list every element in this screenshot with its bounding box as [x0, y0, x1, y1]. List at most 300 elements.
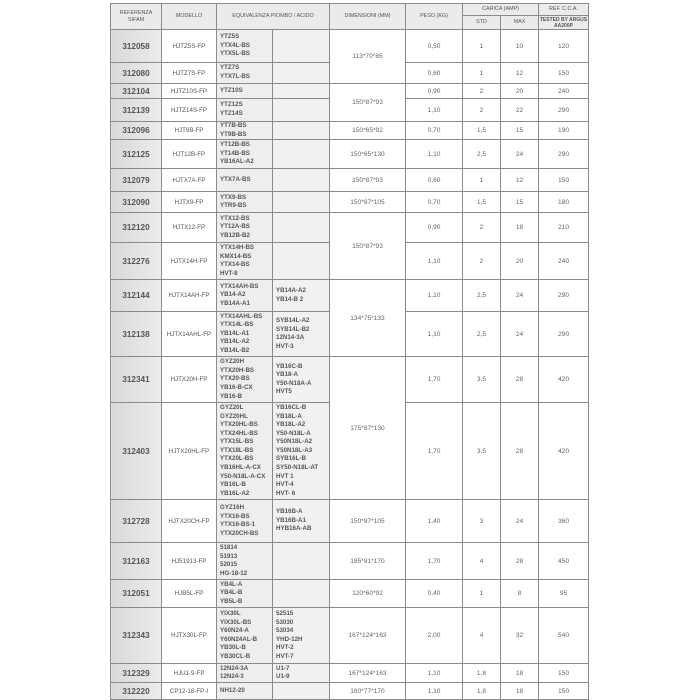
charge-max: 24	[501, 140, 539, 169]
equivalence-list-1	[217, 192, 273, 213]
header-equiv: EQUIVALENZA PIOMBO / ACIDO	[217, 4, 330, 30]
equivalent-model: Y60N24AL-B	[220, 635, 258, 643]
dimensions: 167*124*163	[330, 664, 406, 683]
ref-code: 312163	[111, 543, 162, 580]
table-row	[111, 280, 589, 312]
weight: 0,90	[406, 84, 463, 99]
weight: 1,40	[406, 500, 463, 543]
model-name: HJ51913-FP	[162, 543, 217, 580]
equivalent-model: YTX14L-BS	[220, 321, 254, 329]
weight: 1,70	[406, 403, 463, 500]
cca-value: 290	[539, 140, 589, 169]
charge-std: 2	[463, 84, 501, 99]
cca-value: 150	[539, 63, 589, 84]
equivalence-list-2	[273, 580, 330, 608]
cca-value: 540	[539, 608, 589, 664]
equivalent-model: 12N24-3	[220, 673, 244, 681]
charge-std: 2,5	[463, 140, 501, 169]
ref-code: 312138	[111, 312, 162, 357]
equivalent-model: YTX4L-BS	[220, 41, 250, 49]
equivalent-model: YTX14-BS	[220, 261, 250, 269]
equivalent-model: YB30L-B	[220, 644, 246, 652]
equivalent-model: 51913	[220, 552, 238, 560]
equivalent-model: YT14B-BS	[220, 149, 250, 157]
charge-max: 32	[501, 608, 539, 664]
weight: 0,90	[406, 213, 463, 243]
model-name: HJTZ5S-FP	[162, 30, 217, 63]
equivalent-model: YB16L-A2	[220, 489, 250, 497]
header-dim: DIMENSIONI (MM)	[330, 4, 406, 30]
table-row	[111, 192, 589, 213]
equivalent-model: 12N14-3A	[276, 334, 305, 342]
header-carica: CARICA (AMP)	[463, 4, 539, 16]
equivalent-model: YHD-12H	[276, 635, 303, 643]
equivalence-list-2	[273, 122, 330, 140]
dimensions: 150*87*93	[330, 213, 406, 280]
cca-value: 290	[539, 280, 589, 312]
equivalent-model: YB16L-B	[220, 481, 246, 489]
charge-max: 18	[501, 213, 539, 243]
equivalence-list-1	[217, 243, 273, 280]
equivalence-list-1	[217, 99, 273, 122]
charge-std: 2	[463, 99, 501, 122]
equivalence-list-2	[273, 500, 330, 543]
weight: 0,70	[406, 192, 463, 213]
equivalent-model: HYB16A-AB	[276, 525, 312, 533]
dimensions: 120*60*92	[330, 580, 406, 608]
dimensions: 185*81*170	[330, 543, 406, 580]
model-name: HJU1-9-FP	[162, 664, 217, 683]
ref-code: 312220	[111, 683, 162, 700]
charge-std: 3,5	[463, 403, 501, 500]
model-name: HJT9B-FP	[162, 122, 217, 140]
table-row	[111, 213, 589, 243]
equivalent-model: Y50-N18L-A	[276, 429, 311, 437]
equivalent-model: YB4L-A	[220, 580, 243, 588]
model-name: HJTX14AHL-FP	[162, 312, 217, 357]
table-row	[111, 30, 589, 63]
equivalence-list-2	[273, 192, 330, 213]
equivalent-model: U1-9	[276, 673, 290, 681]
charge-std: 3,5	[463, 357, 501, 403]
dimensions: 150*65*130	[330, 140, 406, 169]
header-std: STD	[463, 16, 501, 30]
charge-std: 2,5	[463, 312, 501, 357]
battery-equivalence-table	[110, 3, 589, 700]
model-name: HJB5L-FP	[162, 580, 217, 608]
equivalent-model: YTZ12S	[220, 101, 243, 109]
charge-max: 28	[501, 357, 539, 403]
equivalent-model: YB14L-A1	[220, 329, 250, 337]
weight: 1,10	[406, 683, 463, 700]
equivalent-model: SY50-N18L-AT	[276, 464, 319, 472]
equivalent-model: YT7B-BS	[220, 122, 247, 129]
equivalence-list-1	[217, 683, 273, 700]
equivalent-model: YTX20-BS	[220, 375, 250, 383]
header-peso: PESO (KG)	[406, 4, 463, 30]
model-name: HJT12B-FP	[162, 140, 217, 169]
weight: 1,10	[406, 312, 463, 357]
dimensions: 150*87*105	[330, 500, 406, 543]
charge-max: 18	[501, 683, 539, 700]
table-row	[111, 140, 589, 169]
equivalence-list-2	[273, 243, 330, 280]
dimensions: 113*70*85	[330, 30, 406, 84]
charge-std: 1,5	[463, 192, 501, 213]
equivalent-model: YTX20CH-BS	[220, 529, 259, 537]
equivalent-model: YB12B-B2	[220, 231, 250, 239]
cca-value: 420	[539, 403, 589, 500]
equivalent-model: HVT-7	[276, 652, 294, 660]
equivalence-list-1	[217, 122, 273, 140]
table-row	[111, 664, 589, 683]
equivalent-model: YT12B-BS	[220, 141, 250, 149]
equivalent-model: KMX14-BS	[220, 252, 252, 260]
equivalent-model: YB16B-A	[276, 508, 303, 516]
charge-max: 24	[501, 500, 539, 543]
equivalent-model: HVT-2	[276, 644, 294, 652]
equivalence-list-2	[273, 30, 330, 63]
charge-max: 24	[501, 312, 539, 357]
dimensions: 150*65*92	[330, 122, 406, 140]
equivalent-model: YTX9-BS	[220, 193, 247, 201]
cca-value: 150	[539, 664, 589, 683]
cca-value: 190	[539, 122, 589, 140]
equivalent-model: YB14A-A2	[276, 287, 306, 295]
equivalence-list-1	[217, 63, 273, 84]
equivalent-model: YB14-A2	[220, 291, 246, 299]
weight: 1,10	[406, 664, 463, 683]
charge-std: 1	[463, 30, 501, 63]
weight: 2,00	[406, 608, 463, 664]
equivalence-list-1	[217, 140, 273, 169]
weight: 0,70	[406, 122, 463, 140]
equivalent-model: YTX5L-BS	[220, 50, 250, 58]
equivalent-model: 52515	[276, 609, 294, 617]
weight: 1,70	[406, 543, 463, 580]
equivalence-list-2	[273, 683, 330, 700]
equivalent-model: SYB14L-B2	[276, 325, 310, 333]
cca-value: 95	[539, 580, 589, 608]
charge-std: 1,5	[463, 122, 501, 140]
header-cca: REF. C.C.A.	[539, 4, 589, 16]
charge-max: 12	[501, 169, 539, 192]
equivalent-model: YB18L-A	[276, 412, 302, 420]
equivalent-model: YT12A-BS	[220, 223, 250, 231]
equivalent-model: YB5L-B	[220, 597, 243, 605]
equivalent-model: GYZ20L	[220, 403, 244, 411]
ref-code: 312125	[111, 140, 162, 169]
equivalent-model: HVT5	[276, 388, 292, 396]
equivalence-list-2	[273, 357, 330, 403]
cca-value: 290	[539, 99, 589, 122]
equivalent-model: YTX24HL-BS	[220, 429, 258, 437]
equivalence-list-2	[273, 84, 330, 99]
equivalent-model: U1-7	[276, 664, 290, 672]
table-row	[111, 357, 589, 403]
table-row	[111, 580, 589, 608]
charge-std: 1,8	[463, 664, 501, 683]
table-row	[111, 608, 589, 664]
equivalent-model: YTX20L-BS	[220, 455, 254, 463]
weight: 1,10	[406, 99, 463, 122]
equivalent-model: YB14L-B2	[220, 347, 250, 355]
equivalent-model: YB16HL-A-CX	[220, 464, 261, 472]
ref-code: 312096	[111, 122, 162, 140]
equivalent-model: GYZ20HL	[220, 412, 248, 420]
charge-std: 1	[463, 169, 501, 192]
charge-max: 28	[501, 403, 539, 500]
equivalence-list-2	[273, 63, 330, 84]
charge-max: 24	[501, 280, 539, 312]
equivalent-model: YB16C-B	[276, 362, 303, 370]
charge-max: 10	[501, 30, 539, 63]
ref-code: 312120	[111, 213, 162, 243]
ref-code: 312090	[111, 192, 162, 213]
equivalent-model: HVT-3	[276, 342, 294, 350]
dimensions: 167*124*163	[330, 608, 406, 664]
equivalence-list-1	[217, 403, 273, 500]
weight: 1,70	[406, 357, 463, 403]
equivalence-list-2	[273, 312, 330, 357]
dimensions: 150*87*93	[330, 169, 406, 192]
ref-code: 312104	[111, 84, 162, 99]
equivalent-model: YTZ5S	[220, 33, 240, 41]
model-name: HJTX30L-FP	[162, 608, 217, 664]
equivalence-list-2	[273, 99, 330, 122]
equivalence-list-1	[217, 169, 273, 192]
cca-value: 150	[539, 683, 589, 700]
table-row	[111, 543, 589, 580]
equivalent-model: YTX18L-BS	[220, 446, 254, 454]
equivalence-list-1	[217, 543, 273, 580]
equivalence-list-1	[217, 608, 273, 664]
charge-max: 15	[501, 122, 539, 140]
equivalent-model: GYZ16H	[220, 504, 245, 511]
equivalent-model: YB30CL-B	[220, 652, 251, 660]
ref-code: 312728	[111, 500, 162, 543]
equivalent-model: HG-18-12	[220, 569, 248, 577]
equivalent-model: YB16AL-A2	[220, 158, 254, 166]
equivalent-model: YB18-A	[276, 371, 299, 379]
equivalent-model: YB16-B	[220, 392, 243, 400]
model-name: HJTX20CH-FP	[162, 500, 217, 543]
equivalent-model: YTX16-BS-1	[220, 521, 256, 529]
equivalence-list-2	[273, 543, 330, 580]
charge-max: 22	[501, 99, 539, 122]
equivalent-model: YTX7L-BS	[220, 73, 250, 80]
cca-value: 120	[539, 30, 589, 63]
dimensions: 180*77*170	[330, 683, 406, 700]
model-name: HJTZ14S-FP	[162, 99, 217, 122]
cca-value: 240	[539, 243, 589, 280]
ref-code: 312051	[111, 580, 162, 608]
equivalent-model: YTR9-BS	[220, 202, 247, 210]
header-tested: TESTED BY ARGUS AA200P	[539, 16, 588, 29]
charge-std: 4	[463, 543, 501, 580]
ref-code: 312343	[111, 608, 162, 664]
dimensions: 150*87*93	[330, 84, 406, 122]
equivalent-model: YTZ14S	[220, 110, 243, 117]
charge-max: 8	[501, 580, 539, 608]
equivalence-list-1	[217, 30, 273, 63]
model-name: HJTX14AH-FP	[162, 280, 217, 312]
equivalent-model: YTX20HL-BS	[220, 421, 258, 429]
ref-code: 312144	[111, 280, 162, 312]
equivalent-model: Y60N24-A	[220, 627, 249, 635]
equivalent-model: Y50N18L-A2	[276, 438, 313, 446]
equivalent-model: YB4L-B	[220, 589, 243, 597]
equivalent-model: GYZ20H	[220, 358, 245, 366]
ref-code: 312058	[111, 30, 162, 63]
charge-std: 3	[463, 500, 501, 543]
table-row	[111, 683, 589, 700]
cca-value: 450	[539, 543, 589, 580]
cca-value: 150	[539, 169, 589, 192]
ref-code: 312329	[111, 664, 162, 683]
charge-std: 4	[463, 608, 501, 664]
equivalent-model: SYB14L-A2	[276, 317, 310, 324]
equivalent-model: YTX16-BS	[220, 512, 250, 520]
ref-code: 312079	[111, 169, 162, 192]
weight: 1,10	[406, 280, 463, 312]
charge-max: 15	[501, 192, 539, 213]
charge-std: 1	[463, 580, 501, 608]
ref-code: 312080	[111, 63, 162, 84]
weight: 0,60	[406, 63, 463, 84]
header-model: MODELLO	[162, 4, 217, 30]
equivalence-list-2	[273, 403, 330, 500]
equivalent-model: YB16CL-B	[276, 403, 307, 411]
equivalence-list-1	[217, 580, 273, 608]
dimensions: 175*87*130	[330, 357, 406, 500]
equivalence-list-1	[217, 280, 273, 312]
header-ref: REFERENZA SIFAM	[111, 4, 162, 30]
equivalent-model: SYB16L-B	[276, 455, 306, 463]
model-name: HJTX20HL-FP	[162, 403, 217, 500]
equivalent-model: Y50-N18L-A-CX	[220, 472, 266, 480]
header-max: MAX	[501, 16, 539, 30]
dimensions: 150*87*105	[330, 192, 406, 213]
charge-std: 2,5	[463, 280, 501, 312]
weight: 0,60	[406, 169, 463, 192]
equivalent-model: YIX30L	[220, 609, 241, 617]
model-name: CP12-18-FP-I	[162, 683, 217, 700]
dimensions: 134*75*133	[330, 280, 406, 357]
equivalent-model: 12N24-3A	[220, 664, 249, 672]
equivalent-model: Y50-N18A-A	[276, 379, 312, 387]
charge-std: 2	[463, 213, 501, 243]
equivalent-model: YTX12-BS	[220, 214, 250, 222]
equivalence-list-1	[217, 84, 273, 99]
equivalence-list-2	[273, 169, 330, 192]
charge-max: 12	[501, 63, 539, 84]
equivalent-model: YTX14H-BS	[220, 244, 255, 251]
ref-code: 312139	[111, 99, 162, 122]
equivalent-model: YB14A-A1	[220, 299, 250, 307]
equivalent-model: YTX15L-BS	[220, 438, 254, 446]
equivalence-list-2	[273, 608, 330, 664]
weight: 1,10	[406, 243, 463, 280]
equivalent-model: YT9B-BS	[220, 130, 247, 138]
cca-value: 360	[539, 500, 589, 543]
equivalent-model: YB16-B-CX	[220, 383, 253, 391]
table-row	[111, 500, 589, 543]
table-row	[111, 169, 589, 192]
equivalent-model: YB14-B 2	[276, 295, 304, 303]
equivalent-model: 52015	[220, 561, 238, 569]
weight: 0,50	[406, 30, 463, 63]
cca-value: 210	[539, 213, 589, 243]
equivalence-list-2	[273, 140, 330, 169]
equivalent-model: HVT-4	[276, 481, 294, 489]
model-name: HJTZ7S-FP	[162, 63, 217, 84]
equivalent-model: HVT-8	[220, 269, 238, 277]
equivalence-list-1	[217, 312, 273, 357]
ref-code: 312341	[111, 357, 162, 403]
weight: 1,10	[406, 140, 463, 169]
equivalence-list-1	[217, 213, 273, 243]
equivalence-list-1	[217, 357, 273, 403]
equivalent-model: HVT 1	[276, 472, 294, 480]
equivalent-model: YTX14AH-BS	[220, 282, 259, 290]
table-row	[111, 84, 589, 99]
table-row	[111, 122, 589, 140]
weight: 0,40	[406, 580, 463, 608]
charge-max: 20	[501, 84, 539, 99]
equivalence-list-2	[273, 213, 330, 243]
ref-code: 312403	[111, 403, 162, 500]
cca-value: 420	[539, 357, 589, 403]
equivalent-model: YB16B-A1	[276, 516, 306, 524]
cca-value: 240	[539, 84, 589, 99]
cca-value: 180	[539, 192, 589, 213]
equivalent-model: YTZ7S	[220, 64, 240, 72]
charge-max: 28	[501, 543, 539, 580]
charge-max: 20	[501, 243, 539, 280]
model-name: HJTX7A-FP	[162, 169, 217, 192]
equivalent-model: 53034	[276, 627, 294, 635]
model-name: HJTX20H-FP	[162, 357, 217, 403]
cca-value: 290	[539, 312, 589, 357]
equivalent-model: YTX20H-BS	[220, 366, 255, 374]
equivalent-model: 53030	[276, 618, 294, 626]
model-name: HJTZ10S-FP	[162, 84, 217, 99]
charge-max: 18	[501, 664, 539, 683]
charge-std: 2	[463, 243, 501, 280]
equivalence-list-1	[217, 664, 273, 683]
equivalent-model: 51814	[220, 544, 238, 551]
ref-code: 312276	[111, 243, 162, 280]
equivalent-model: YIX30L-BS	[220, 618, 252, 626]
equivalent-model: YTX7A-BS	[220, 175, 251, 183]
charge-std: 1	[463, 63, 501, 84]
equivalent-model: YB14L-A2	[220, 338, 250, 346]
equivalent-model: YTZ10S	[220, 86, 243, 94]
equivalence-list-1	[217, 500, 273, 543]
equivalent-model: HVT- 6	[276, 489, 296, 497]
model-name: HJTX14H-FP	[162, 243, 217, 280]
equivalent-model: YTX14AHL-BS	[220, 312, 263, 320]
equivalent-model: NH12-20	[220, 686, 245, 694]
model-name: HJTX12-FP	[162, 213, 217, 243]
equivalence-list-2	[273, 664, 330, 683]
charge-std: 1,8	[463, 683, 501, 700]
model-name: HJTX9-FP	[162, 192, 217, 213]
equivalent-model: YB18L-A2	[276, 421, 306, 429]
equivalent-model: Y50N18L-A3	[276, 446, 313, 454]
equivalence-list-2	[273, 280, 330, 312]
